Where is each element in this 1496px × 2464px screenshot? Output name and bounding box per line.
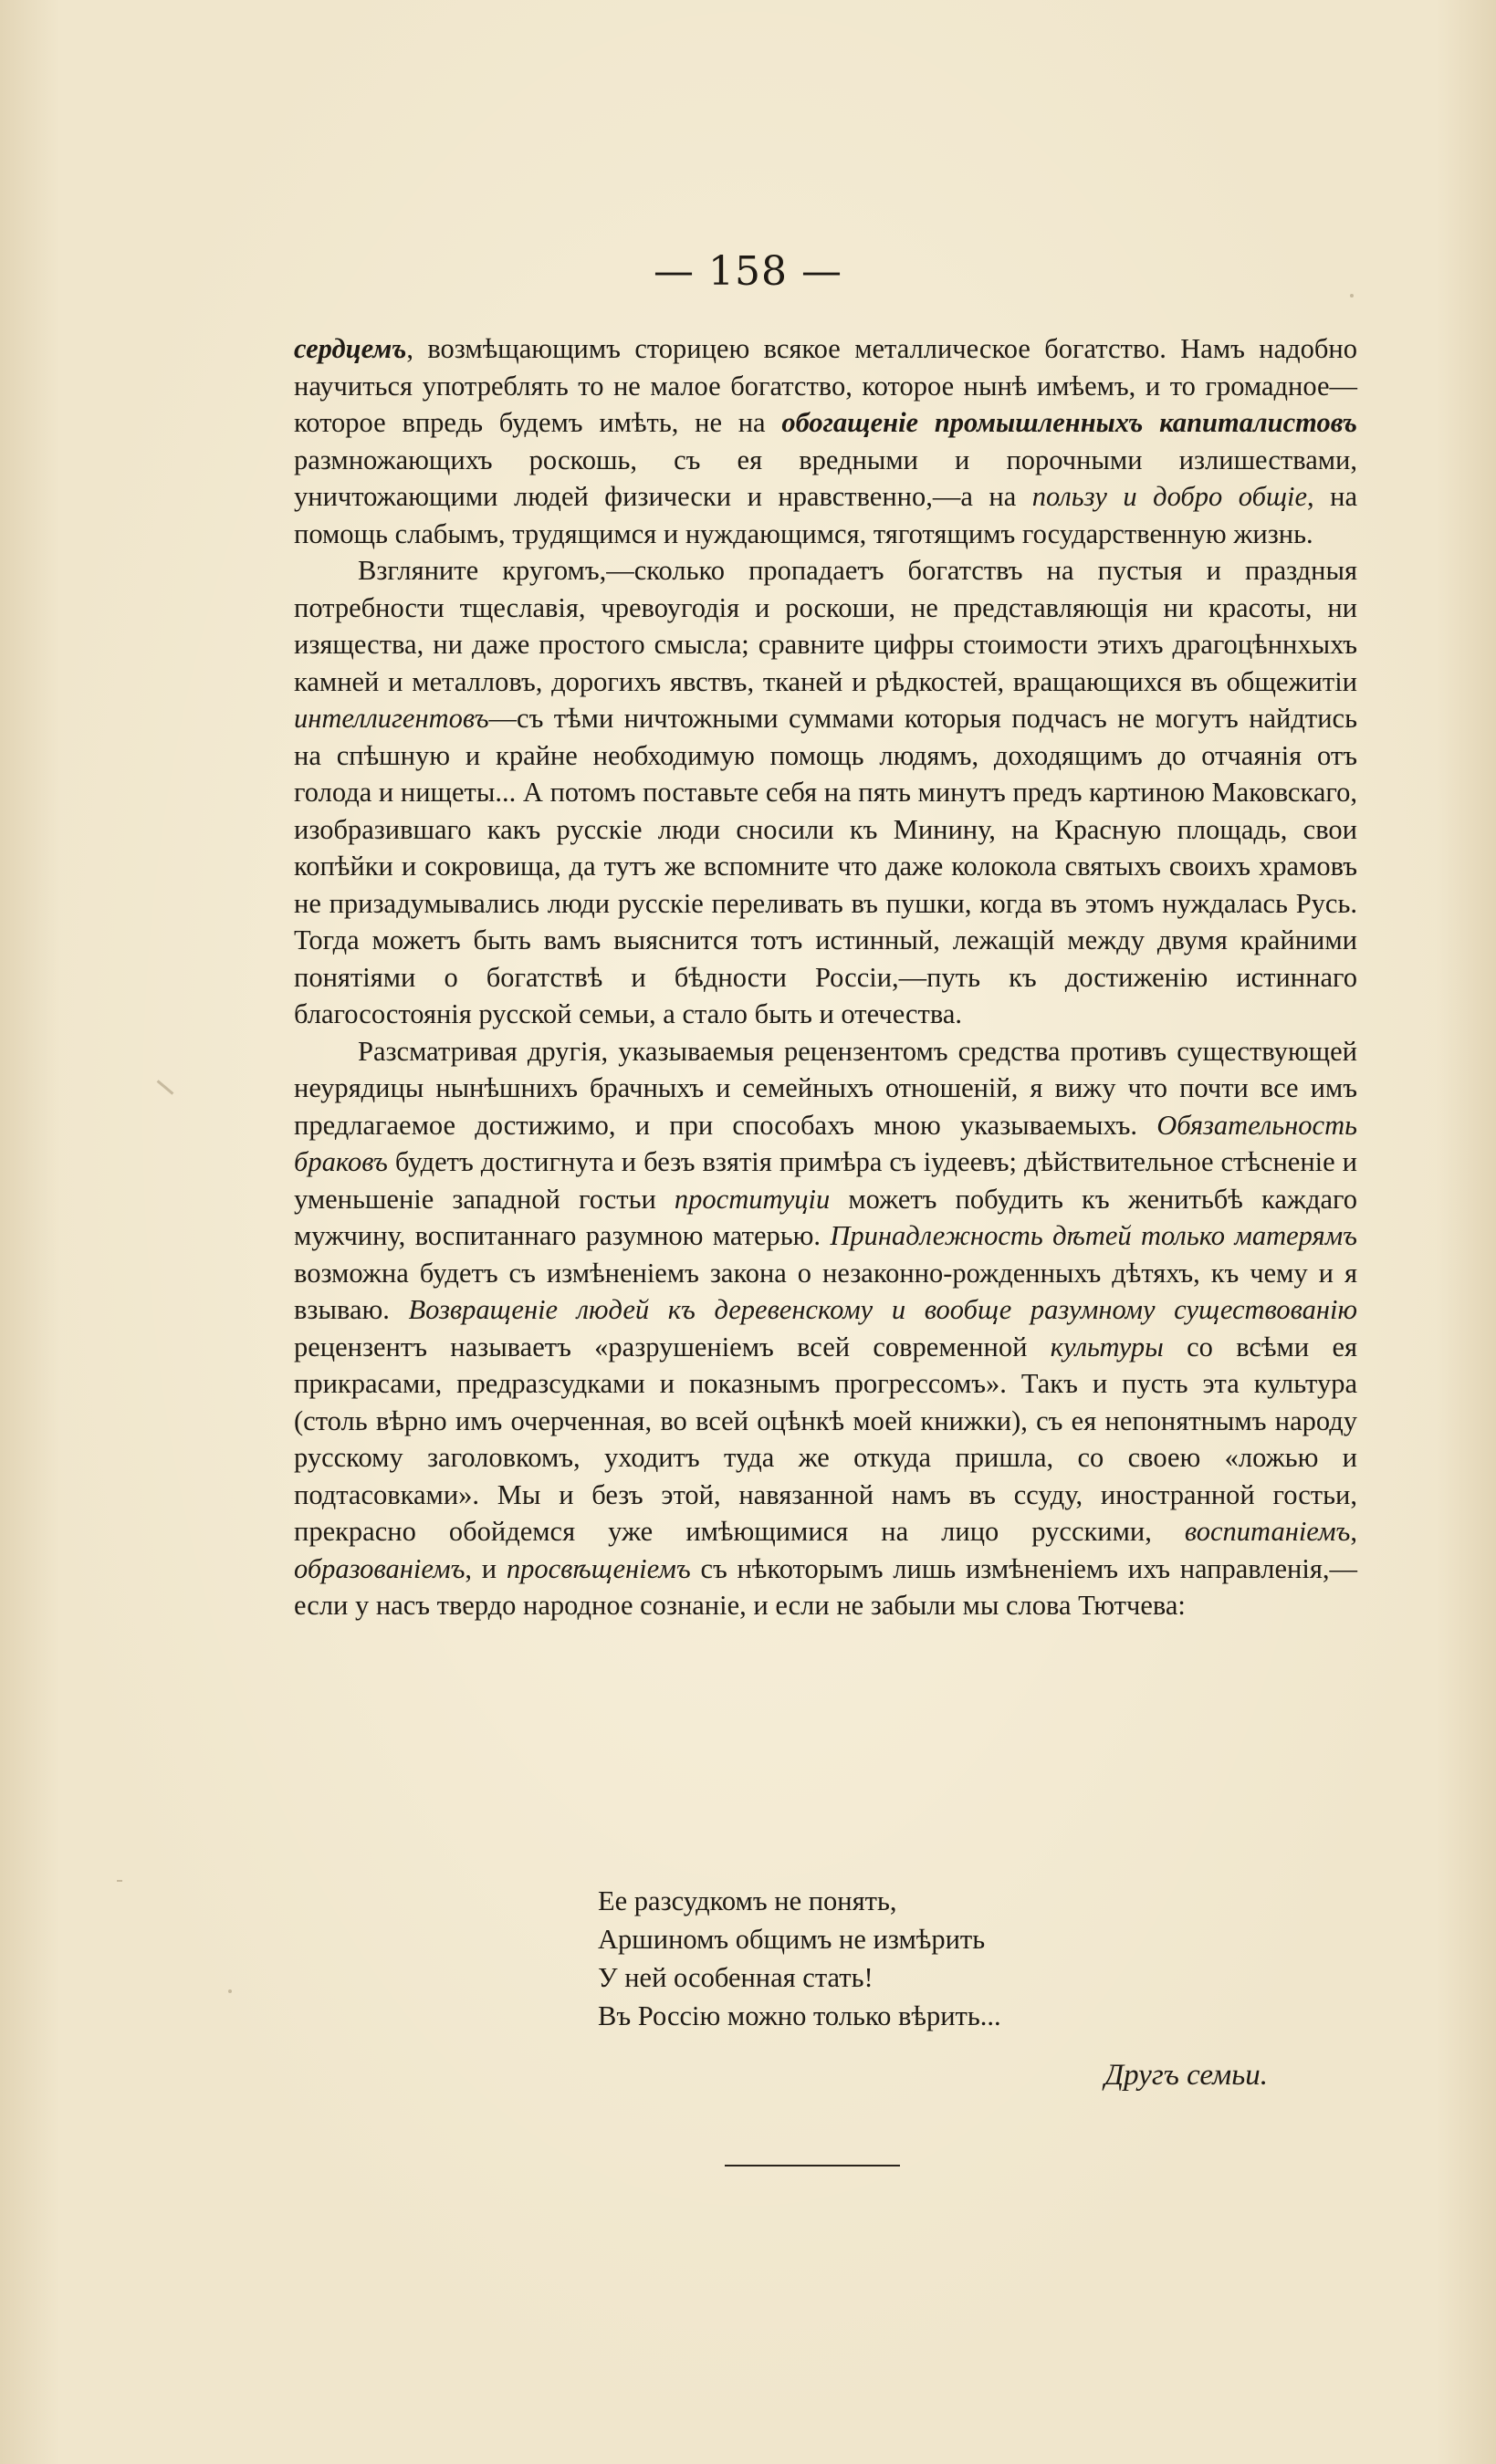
emphasis-text: Возвращеніе людей къ деревенскому и вообще разумному существованію: [408, 1294, 1357, 1325]
poem-quote: [598, 1882, 1237, 2035]
emphasis-text: Обязательность браковъ: [294, 1109, 1357, 1177]
paragraph-2: [294, 552, 1357, 1033]
emphasis-text: проституціи: [674, 1183, 831, 1215]
paragraph-1: [294, 330, 1357, 552]
poem-line: Аршиномъ общимъ не измѣрить: [598, 1924, 986, 1955]
emphasis-text: Принадлежность дѣтей только матерямъ: [830, 1220, 1357, 1251]
scan-speck: [157, 1080, 174, 1094]
poem-line: Въ Россію можно только вѣрить...: [598, 2000, 1001, 2031]
emphasis-text: культуры: [1050, 1331, 1164, 1363]
poem-line: Ее разсудкомъ не понять,: [598, 1885, 897, 1916]
emphasis-text: воспитаніемъ: [1184, 1516, 1351, 1547]
paragraph-text: —съ тѣми ничтожными суммами которыя подчасъ не могутъ найдтись на спѣшную и крайне необходимую помощь людямъ, доходящимъ до отчаянія отъ голода и нищеты... А потомъ поставьте себя на пять минутъ предъ картиною Маковскаго, изобразившаго какъ русскіе люди сносили къ Минину, на Красную площадь, свои копѣйки и сокровища, да тутъ же вспомните что даже колокола святыхъ своихъ храмовъ не призадумывались люди русскіе переливать въ пушки, когда въ этомъ нуждалась Русь. Тогда можетъ быть вамъ выяснится тотъ истинный, лежащій между двумя крайними понятіями о богатствѣ и бѣдности Россіи,—путь къ достиженію истиннаго благосостоянія русской семьи, а стало быть и отечества.: [294, 703, 1357, 1029]
emphasis-text: обогащеніе промышленныхъ капиталистовъ: [781, 407, 1357, 438]
emphasis-text: образованіемъ: [294, 1552, 466, 1584]
scan-speck: [1350, 294, 1354, 298]
paragraph-text: размножающихъ роскошь, съ ея вредными и порочными излишествами, уничтожающими людей физически и нравственно,—а на: [294, 444, 1357, 512]
paragraph-text: со всѣми ея прикрасами, предразсудками и показнымъ прогрессомъ». Такъ и пусть эта культура (столь вѣрно имъ очерченная, во всей оцѣнкѣ моей книжки), съ ея непонятнымъ народу русскому заголовкомъ, уходитъ туда же откуда пришла, со своею «ложью и подтасовками». Мы и безъ этой, навязанной намъ въ ссуду, иностранной гостьи, прекрасно обойдемся уже имѣющимися на лицо русскими,: [294, 1331, 1358, 1547]
scan-speck: [117, 1880, 122, 1882]
emphasis-text: сердцемъ: [294, 333, 407, 364]
paragraph-text: , на помощь слабымъ, трудящимся и нуждающимся, тяготящимъ государственную жизнь.: [294, 481, 1357, 549]
paragraph-text: , и: [465, 1552, 507, 1584]
paragraph-text: , возмѣщающимъ сторицею всякое металлическое богатство. Намъ надобно научиться употреблять то не малое богатство, которое нынѣ имѣемъ, и то громадное—которое впредь будемъ имѣть, не на: [294, 333, 1357, 438]
emphasis-text: пользу и добро общіе: [1031, 481, 1307, 512]
poem-line: У ней особенная стать!: [598, 1962, 874, 1993]
emphasis-text: просвѣщеніемъ: [506, 1552, 691, 1584]
scan-speck: [228, 1989, 232, 1993]
paragraph-text: съ нѣкоторымъ лишь измѣненіемъ ихъ направленія,—если у насъ твердо народное сознаніе, и если не забыли мы слова Тютчева:: [294, 1552, 1357, 1621]
paragraph-text: рецензентъ называетъ «разрушеніемъ всей современной: [294, 1331, 1051, 1363]
divider-rule: [725, 2165, 900, 2166]
paragraph-text: ,: [1350, 1516, 1357, 1547]
page-number: — 158 —: [654, 248, 842, 295]
paragraph-text: возможна будетъ съ измѣненіемъ закона о незаконно-рожденныхъ дѣтяхъ, къ чему и я взываю.: [294, 1257, 1357, 1325]
paragraph-3: [294, 1033, 1357, 1624]
paragraph-text: можетъ побудить къ женитьбѣ каждаго мужчину, воспитаннаго разумною матерью.: [294, 1183, 1357, 1251]
emphasis-text: интеллигентовъ: [294, 703, 489, 734]
paragraph-text: Взгляните кругомъ,—сколько пропадаетъ богатствъ на пустыя и праздныя потребности тщеславія, чревоугодія и роскоши, не представляющія ни красоты, ни изящества, ни даже простого смысла; сравните цифры стоимости этихъ драгоцѣннхыхъ камней и металловъ, дорогихъ явствъ, тканей и рѣдкостей, вращающихся въ общежитіи: [294, 555, 1357, 697]
paragraph-text: будетъ достигнута и безъ взятія примѣра съ іудеевъ; дѣйствительное стѣсненіе и уменьшеніе западной гостьи: [294, 1146, 1357, 1215]
signature: Другъ семьи.: [1104, 2059, 1268, 2092]
paragraph-text: Разсматривая другія, указываемыя рецензентомъ средства противъ существующей неурядицы нынѣшнихъ брачныхъ и семейныхъ отношеній, я вижу что почти все имъ предлагаемое достижимо, и при способахъ мною указываемыхъ.: [294, 1035, 1357, 1141]
body-text: [294, 330, 1357, 1624]
